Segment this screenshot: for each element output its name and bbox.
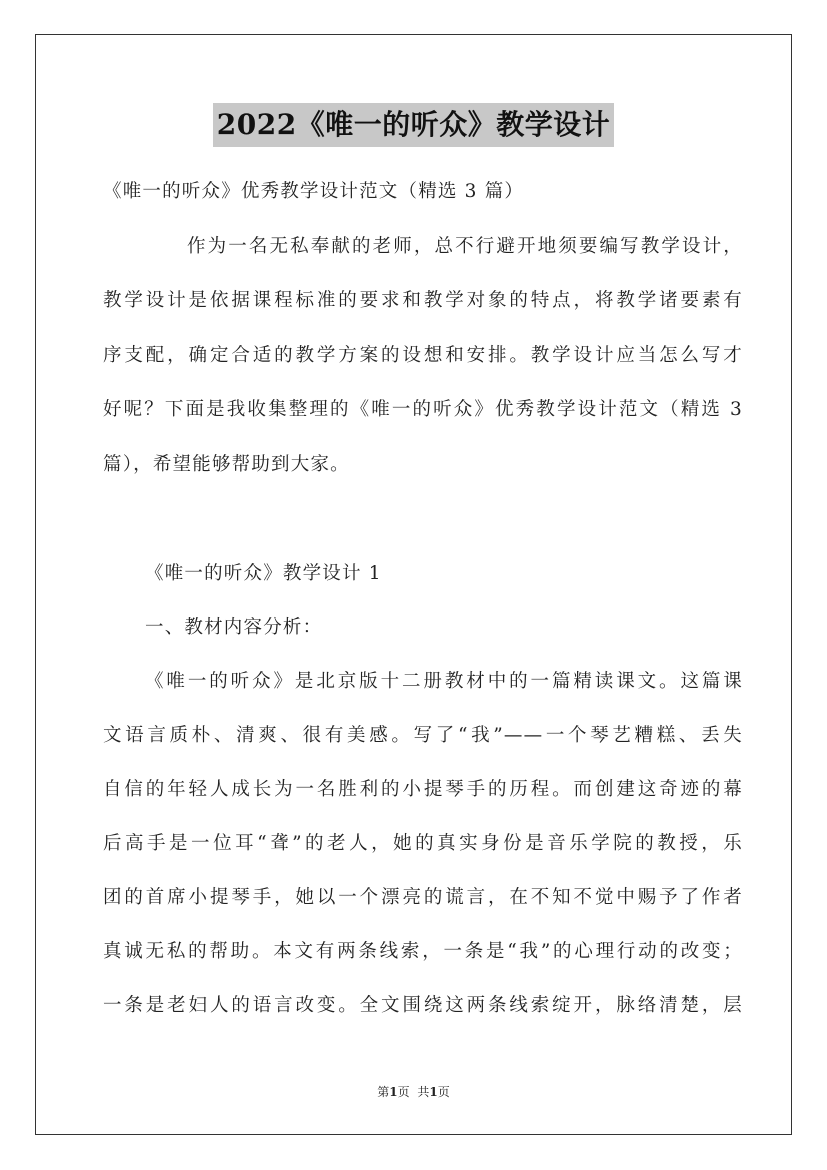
total-pages: 1 bbox=[429, 1085, 438, 1099]
page-number: 1 bbox=[389, 1085, 398, 1099]
total-label-prefix: 共 bbox=[417, 1085, 430, 1099]
body-line-3: 自信的年轻人成长为一名胜利的小提琴手的历程。而创建这奇迹的幕 bbox=[103, 779, 743, 800]
total-label-suffix: 页 bbox=[437, 1085, 450, 1099]
page-footer bbox=[0, 1083, 827, 1101]
intro-line-5: 篇），希望能够帮助到大家。 bbox=[103, 454, 350, 475]
document-title: 2022《唯一的听众》教学设计 bbox=[213, 103, 614, 147]
intro-line-3: 序支配，确定合适的教学方案的设想和安排。教学设计应当怎么写才 bbox=[103, 345, 743, 366]
title-container bbox=[0, 103, 827, 147]
intro-line-2: 教学设计是依据课程标准的要求和教学对象的特点，将教学诸要素有 bbox=[103, 290, 743, 311]
page-label-prefix: 第 bbox=[377, 1085, 390, 1099]
body-line-4: 后高手是一位耳“聋”的老人，她的真实身份是音乐学院的教授，乐 bbox=[103, 833, 743, 854]
sub-heading: 一、教材内容分析： bbox=[145, 617, 323, 638]
intro-line-1: 作为一名无私奉献的老师，总不行避开地须要编写教学设计， bbox=[187, 236, 743, 257]
body-line-6: 真诚无私的帮助。本文有两条线索，一条是“我”的心理行动的改变； bbox=[103, 941, 743, 962]
page-label-suffix: 页 bbox=[397, 1085, 410, 1099]
body-line-7: 一条是老妇人的语言改变。全文围绕这两条线索绽开，脉络清楚，层 bbox=[103, 995, 743, 1016]
body-line-5: 团的首席小提琴手，她以一个漂亮的谎言，在不知不觉中赐予了作者 bbox=[103, 887, 743, 908]
body-line-2: 文语言质朴、清爽、很有美感。写了“我”——一个琴艺糟糕、丢失 bbox=[103, 725, 743, 746]
intro-line-4: 好呢？下面是我收集整理的《唯一的听众》优秀教学设计范文（精选 3 bbox=[103, 399, 743, 420]
section-heading: 《唯一的听众》教学设计 1 bbox=[145, 563, 382, 584]
document-subtitle: 《唯一的听众》优秀教学设计范文（精选 3 篇） bbox=[103, 181, 525, 202]
body-line-1: 《唯一的听众》是北京版十二册教材中的一篇精读课文。这篇课 bbox=[145, 671, 743, 692]
